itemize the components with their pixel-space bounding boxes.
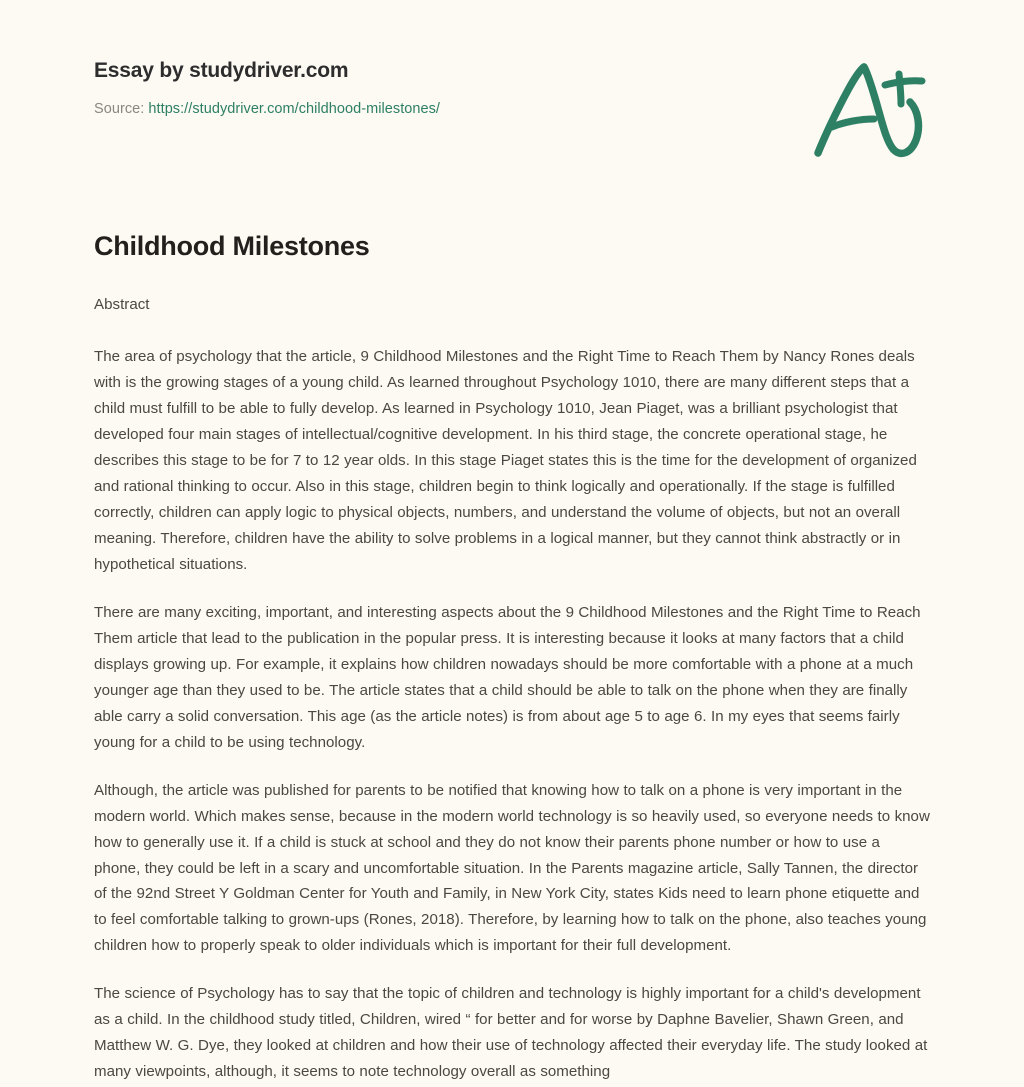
paragraph: Although, the article was published for parents to be notified that knowing how to talk on a phone is very important in the modern world. Which makes sense, because in the modern world technology is so heavily used, so everyone needs to know how to generally use it. If a child is stuck at school and they do not know their parents phone number or how to use a phone, they could be left in a scary and uncomfortable situation. In the Parents magazine article, Sally Tannen, the director of the 92nd Street Y Goldman Center for Youth and Family, in New York City, states Kids need to learn phone etiquette and to feel comfortable talking to grown-ups (Rones, 2018). Therefore, by learning how to talk on the phone, also teaches young children how to properly speak to older individuals which is important for their full development.: [94, 781, 930, 955]
paragraph: There are many exciting, important, and interesting aspects about the 9 Childhood Milestones and the Right Time to Reach Them article that lead to the publication in the popular press. It is interesting because it looks at many factors that a child displays growing up. For example, it explains how children nowadays should be more comfortable with a phone at a much younger age than they used to be. The article states that a child should be able to talk on the phone when they are finally able carry a solid conversation. This age (as the article notes) is from about age 5 to age 6. In my eyes that seems fairly young for a child to be using technology.: [94, 603, 921, 751]
paragraph: The science of Psychology has to say that the topic of children and technology is highly important for a child's development as a child. In the childhood study titled, Children, wired “ for better and for worse by Daphne Bavelier, Shawn Green, and Matthew W. G. Dye, they looked at children and how their use of technology affected their everyday life. The study looked at many viewpoints, although, it seems to note technology overall as something: [94, 985, 928, 1081]
page-title: Childhood Milestones: [94, 231, 370, 261]
source-url-link[interactable]: https://studydriver.com/childhood-milestones/: [148, 101, 440, 118]
section-label-abstract: Abstract: [94, 296, 150, 314]
source-line: [94, 101, 930, 118]
paragraph: The area of psychology that the article, 9 Childhood Milestones and the Right Time to Reach Them by Nancy Rones deals with is the growing stages of a young child. As learned throughout Psychology 1010, there are many different steps that a child must fulfill to be able to fully develop. As learned in Psychology 1010, Jean Piaget, was a brilliant psychologist that developed four main stages of intellectual/cognitive development. In his third stage, the concrete operational stage, he describes this stage to be for 7 to 12 year olds. In this stage Piaget states this is the time for the development of organized and rational thinking to occur. Also in this stage, children begin to think logically and operationally. If the stage is fulfilled correctly, children can apply logic to physical objects, numbers, and understand the volume of objects, but not an overall meaning. Therefore, children have the ability to solve problems in a logical manner, but they cannot think abstractly or in hypothetical situations.: [94, 348, 917, 573]
byline: Essay by studydriver.com: [94, 59, 349, 82]
document-header: [94, 0, 930, 132]
article-body: [94, 132, 930, 1085]
source-label: Source:: [94, 101, 145, 118]
a-plus-logo-icon: [806, 52, 936, 162]
